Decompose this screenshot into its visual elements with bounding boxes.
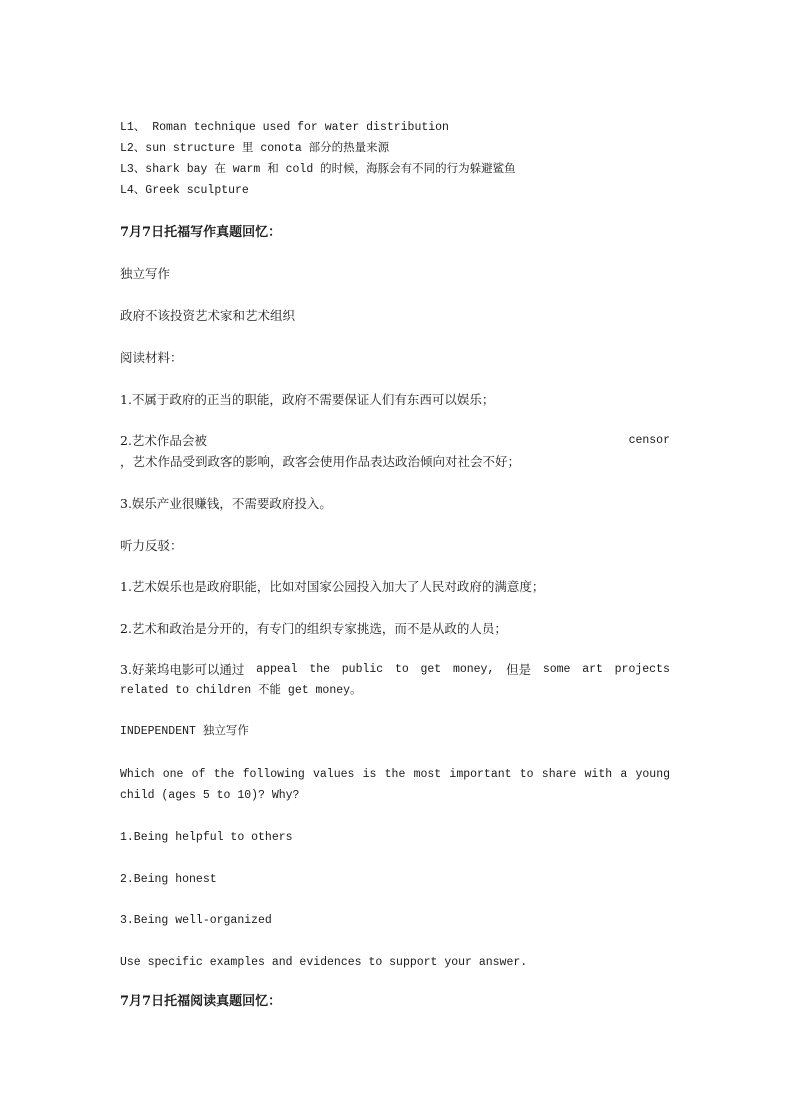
q-w2: of [191, 768, 206, 781]
option-2: 2.Being honest [120, 873, 217, 886]
instruction: Use specific examples and evidences to support your answer. [120, 956, 528, 969]
p3-w10: projects [614, 663, 670, 676]
p3-w5: get [420, 663, 442, 676]
listening-rebuttal-label: 听力反驳： [120, 538, 183, 553]
listening-l3: L3、shark bay 在 warm 和 cold 的时候，海豚会有不同的行为躲避鲨鱼 [120, 163, 516, 176]
p3-w0: 3.好莱坞电影可以通过 [120, 662, 245, 677]
rebuttal-point-1: 1.艺术娱乐也是政府职能，比如对国家公园投入加大了人民对政府的满意度； [120, 579, 545, 594]
reading-point-2-line1 [120, 430, 670, 451]
reading-point-3: 3.娱乐产业很赚钱，不需要政府投入。 [120, 496, 332, 511]
q-w9: important [449, 768, 512, 781]
reading-point-2-line2: ，艺术作品受到政客的影响，政客会使用作品表达政治倾向对社会不好； [120, 454, 521, 469]
q-w7: the [384, 768, 406, 781]
reading-label: 阅读材料： [120, 350, 183, 365]
listening-l2: L2、sun structure 里 conota 部分的热量来源 [120, 142, 390, 155]
p3-w2: the [309, 663, 331, 676]
question-line2: child (ages 5 to 10)? Why? [120, 789, 300, 802]
q-w14: young [635, 768, 670, 781]
reading-point-1: 1.不属于政府的正当的职能，政府不需要保证人们有东西可以娱乐； [120, 392, 495, 407]
option-3: 3.Being well-organized [120, 914, 272, 927]
p3-w7: 但是 [506, 662, 532, 677]
independent-label: INDEPENDENT 独立写作 [120, 725, 249, 738]
q-w10: to [519, 768, 534, 781]
section-label: 独立写作 [120, 266, 171, 281]
q-w4: following [242, 768, 305, 781]
q-w13: a [620, 768, 628, 781]
p3-w1: appeal [256, 663, 298, 676]
listening-l4: L4、Greek sculpture [120, 184, 249, 197]
writing-heading: 7月7日托福写作真题回忆： [120, 225, 282, 240]
topic: 政府不该投资艺术家和艺术组织 [120, 308, 296, 323]
rebuttal-point-2: 2.艺术和政治是分开的，有专门的组织专家挑选，而不是从政的人员； [120, 621, 507, 636]
reading-point-2-term: censor [628, 434, 670, 447]
q-w6: is [362, 768, 377, 781]
question-line1 [120, 764, 670, 785]
rebuttal-point-3-line1 [120, 659, 670, 680]
q-w5: values [312, 768, 355, 781]
q-w1: one [162, 768, 184, 781]
p3-w4: to [394, 663, 409, 676]
q-w12: with [584, 768, 613, 781]
option-1: 1.Being helpful to others [120, 831, 293, 844]
q-w0: Which [120, 768, 155, 781]
p3-w8: some [542, 663, 571, 676]
p3-w9: art [582, 663, 603, 676]
p3-w6: money, [452, 663, 495, 676]
listening-l1: L1、 Roman technique used for water distribution [120, 121, 449, 134]
q-w3: the [213, 768, 235, 781]
q-w11: share [541, 768, 577, 781]
reading-heading: 7月7日托福阅读真题回忆： [120, 994, 282, 1009]
reading-point-2-text: 2.艺术作品会被 [120, 433, 207, 448]
p3-w3: public [341, 663, 384, 676]
rebuttal-point-3-line2: related to children 不能 get money。 [120, 684, 362, 697]
q-w8: most [413, 768, 442, 781]
